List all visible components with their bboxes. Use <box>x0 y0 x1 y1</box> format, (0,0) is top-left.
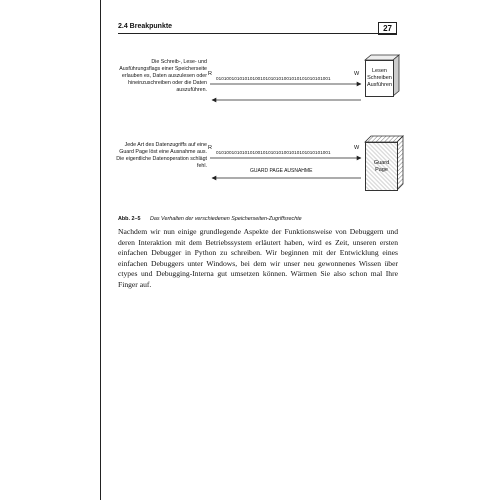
panel2-write-label: W <box>354 145 360 151</box>
figure-caption <box>118 216 302 222</box>
panel1-box-label: Lesen Schreiben Ausführen <box>365 60 394 97</box>
panel1-bit-stream: 01010010101010100101010101001010101010101001 <box>216 76 331 81</box>
panel2-description: Jede Art des Datenzugriffs auf eine Guard Page löst eine Ausnahme aus. Die eigentliche Datenoperation schlägt fehl. <box>116 142 207 169</box>
panel2-exception-label: GUARD PAGE AUSNAHME <box>250 168 313 174</box>
panel2-read-label: R <box>208 145 212 151</box>
section-title: 2.4 Breakpunkte <box>118 23 173 30</box>
caption-text: Das Verhalten der verschiedenen Speicherseiten-Zugriffsrechte <box>149 216 302 222</box>
panel1-read-label: R <box>208 71 212 77</box>
page-number: 27 <box>378 22 397 35</box>
panel2-bit-stream: 01010010101010100101010101001010101010101001 <box>216 150 331 155</box>
panel1-write-label: W <box>354 71 360 77</box>
panel2-box-label: Guard Page <box>365 142 398 191</box>
body-paragraph: Nachdem wir nun einige grundlegende Aspekte der Funktionsweise von Debuggern und deren Interaktion mit dem Betriebssystem erläutert haben, wird es Zeit, unseren ersten einfachen Debugger in Python zu schreiben. Wir beginnen mit der Entwicklung eines einfachen Debuggers unter Windows, bei dem wir unser neu gewonnenes Wissen über ctypes und Debugging-Interna gut umsetzen können. Wärmen Sie also schon mal Ihre Finger auf. <box>118 227 398 289</box>
caption-number: Abb. 2–5 <box>118 216 141 222</box>
panel1-description: Die Schreib-, Lese- und Ausführungsflags einer Speicherseite erlauben es, Daten auszulesen oder hineinzuschreiben oder die Daten auszuführen. <box>119 59 207 93</box>
